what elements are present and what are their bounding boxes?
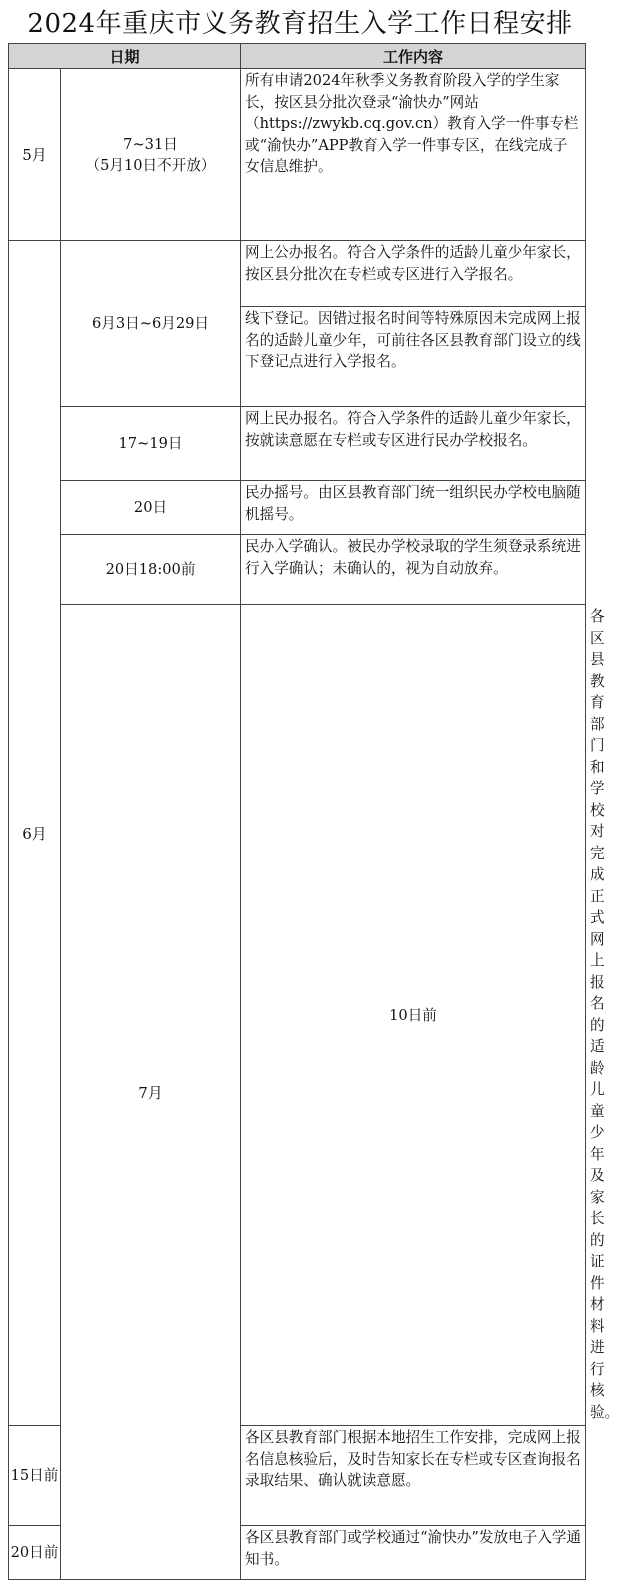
- content-cell: 所有申请2024年秋季义务教育阶段入学的学生家长，按区县分批次登录“渝快办”网站（https://zwykb.cq.gov.cn）教育入学一件事专栏或“渝快办”APP教育入学一件事专区，在线完成子女信息维护。: [241, 69, 586, 241]
- table-row: [9, 535, 586, 605]
- month-cell-june: 6月: [9, 241, 61, 1426]
- schedule-table: [8, 43, 619, 1580]
- content-cell: 网上民办报名。符合入学条件的适龄儿童少年家长，按就读意愿在专栏或专区进行民办学校报名。: [241, 407, 586, 481]
- content-cell: 网上公办报名。符合入学条件的适龄儿童少年家长，按区县分批次在专栏或专区进行入学报名。: [241, 241, 586, 307]
- content-cell: 民办入学确认。被民办学校录取的学生须登录系统进行入学确认；未确认的，视为自动放弃。: [241, 535, 586, 605]
- month-cell-july: 7月: [61, 605, 241, 1580]
- table-row: [9, 241, 586, 307]
- date-cell: 20日: [61, 481, 241, 535]
- content-cell: 各区县教育部门或学校通过“渝快办”发放电子入学通知书。: [241, 1526, 586, 1580]
- date-cell: 20日18:00前: [61, 535, 241, 605]
- table-row: [9, 69, 586, 241]
- date-range: 7~31日: [123, 135, 178, 153]
- table-row: 7月 10日前 各区县教育部门和学校对完成正式网上报名的适龄儿童少年及家长的证件材料进行核验。: [9, 605, 586, 1426]
- content-cell: 线下登记。因错过报名时间等特殊原因未完成网上报名的适龄儿童少年，可前往各区县教育部门设立的线下登记点进行入学报名。: [241, 307, 586, 407]
- date-cell: 20日前: [9, 1526, 61, 1580]
- month-cell-may: 5月: [9, 69, 61, 241]
- table-header-row: [9, 44, 586, 69]
- content-cell: 民办摇号。由区县教育部门统一组织民办学校电脑随机摇号。: [241, 481, 586, 535]
- date-cell: 6月3日~6月29日: [61, 241, 241, 407]
- content-cell: 各区县教育部门根据本地招生工作安排，完成网上报名信息核验后，及时告知家长在专栏或专区查询报名录取结果、确认就读意愿。: [241, 1426, 586, 1526]
- table-row: [9, 481, 586, 535]
- date-cell: [61, 69, 241, 241]
- document-title: 2024年重庆市义务教育招生入学工作日程安排: [27, 9, 573, 39]
- date-cell: 15日前: [9, 1426, 61, 1526]
- date-note: （5月10日不开放）: [85, 156, 216, 174]
- table-row: [9, 407, 586, 481]
- date-cell: 10日前: [241, 605, 586, 1426]
- date-cell: 17~19日: [61, 407, 241, 481]
- header-content: 工作内容: [241, 44, 586, 69]
- header-date: 日期: [9, 44, 241, 69]
